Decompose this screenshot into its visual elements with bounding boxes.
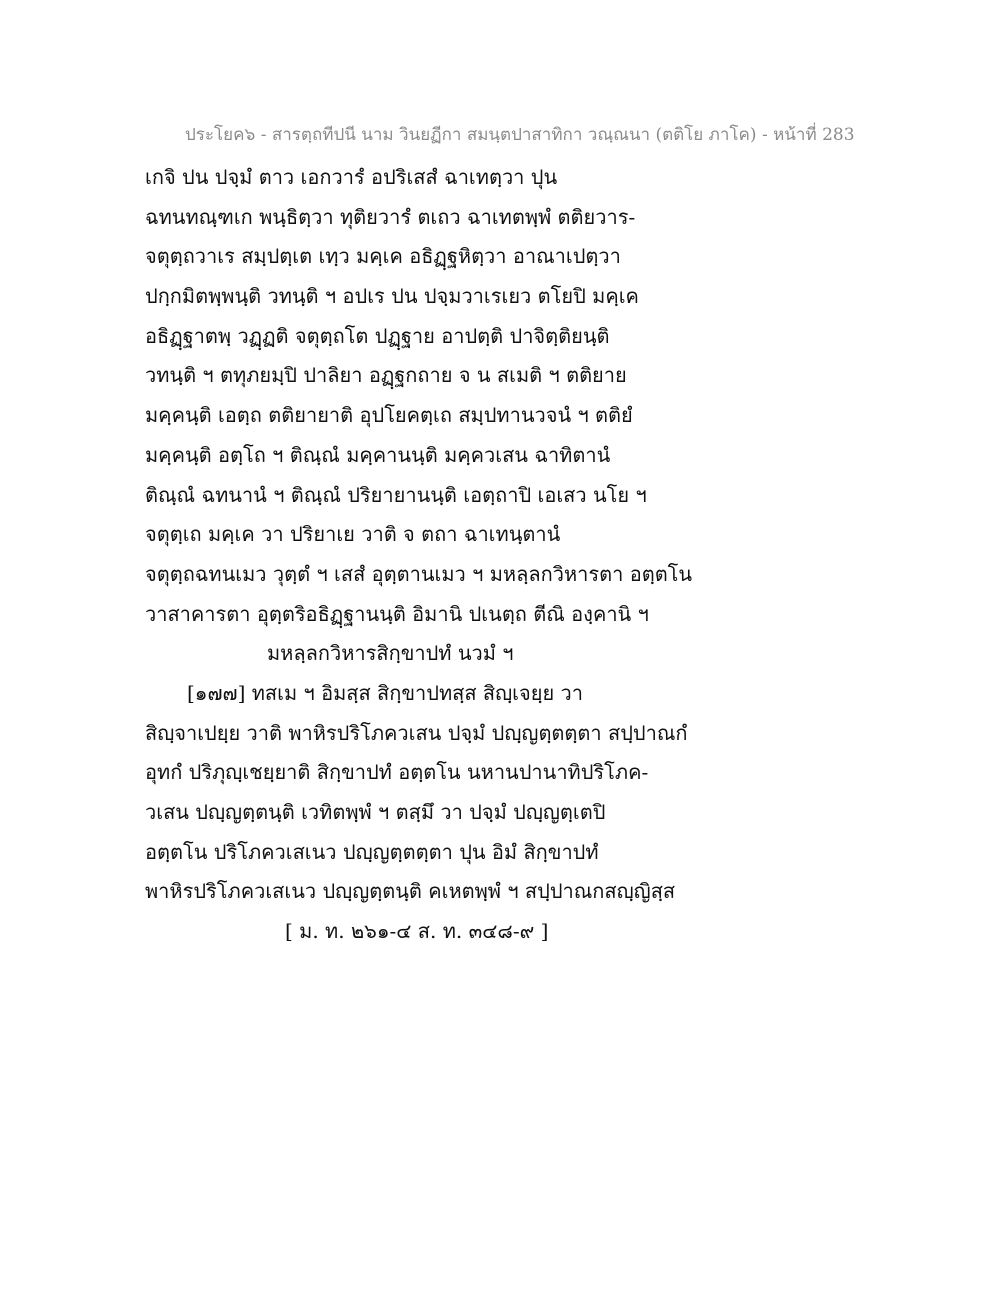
- paragraph-start-line: [๑๗๗] ทสเม ฯ อิมสฺส สิกฺขาปทสฺส สิญฺเจยฺย วา: [187, 680, 583, 705]
- text-line: ฉทนทณฺฑเก พนฺธิตฺวา ทุติยวารํ ตเถว ฉาเทตพฺพํ ตติยวาร-: [145, 204, 636, 229]
- text-line: มคฺคนฺติ เอตฺถ ตติยายาติ อุปโยคตฺเถ สมฺปทานวจนํ ฯ ตติยํ: [145, 403, 633, 428]
- body-text: [145, 158, 865, 952]
- text-line: ปกฺกมิตพฺพนฺติ วทนฺติ ฯ อปเร ปน ปจฺมวาเรเยว ตโยปิ มคฺเค: [145, 284, 639, 309]
- text-line: วทนฺติ ฯ ตทุภยมฺปิ ปาลิยา อฏฺฐกถาย จ น สเมติ ฯ ตติยาย: [145, 363, 627, 388]
- text-line: มคฺคนฺติ อตฺโถ ฯ ติณฺณํ มคฺคานนฺติ มคฺควเสน ฉาทิตานํ: [145, 442, 611, 467]
- text-line: สิญฺจาเปยฺย วาติ พาหิรปริโภควเสน ปจฺมํ ปญฺญตฺตตฺตา สปฺปาณกํ: [145, 720, 688, 745]
- text-line: อุทกํ ปริภุญฺเชยฺยาติ สิกฺขาปทํ อตฺตโน นหานปานาทิปริโภค-: [145, 760, 649, 785]
- running-header: ประโยค๖ - สารตฺถทีปนี นาม วินยฏีกา สมนฺตปาสาทิกา วณฺณนา (ตติโย ภาโค) - หน้าที่ 283: [185, 125, 855, 145]
- text-line: อตฺตโน ปริโภควเสเนว ปญฺญตฺตตฺตา ปุน อิมํ สิกฺขาปทํ: [145, 839, 599, 864]
- text-line: จตุตฺเถ มคฺเค วา ปริยาเย วาติ จ ตถา ฉาเทนฺตานํ: [145, 522, 561, 547]
- text-line: วาสาคารตา อุตฺตริอธิฏฺฐานนฺติ อิมานิ ปเนตฺถ ตีณิ องฺคานิ ฯ: [145, 601, 649, 626]
- text-line: พาหิรปริโภควเสเนว ปญฺญตฺตนฺติ คเหตพฺพํ ฯ สปฺปาณกสญฺญิสฺส: [145, 879, 676, 904]
- text-line: จตุตฺถวาเร สมฺปตฺเต เทฺว มคฺเค อธิฏฺฐหิตฺวา อาณาเปตฺวา: [145, 244, 621, 269]
- text-line: ติณฺณํ ฉทนานํ ฯ ติณฺณํ ปริยายานนฺติ เอตฺถาปิ เอเสว นโย ฯ: [145, 482, 647, 507]
- text-line: เกจิ ปน ปจฺมํ ตาว เอกวารํ อปริเสสํ ฉาเทตฺวา ปุน: [145, 165, 558, 189]
- text-line: จตุตฺถฉทนเมว วุตฺตํ ฯ เสสํ อุตฺตานเมว ฯ มหลฺลกวิหารตา อตฺตโน: [145, 561, 693, 586]
- text-line: อธิฏฺฐาตพฺ วฏฺฏติ จตุตฺถโต ปฏฺฐาย อาปตฺติ ปาจิตฺติยนฺติ: [145, 323, 610, 348]
- section-end-title: มหลฺลกวิหารสิกฺขาปทํ นวมํ ฯ: [267, 641, 514, 666]
- reference-note: [ ม. ท. ๒๖๑-๔ ส. ท. ๓๔๘-๙ ]: [285, 919, 549, 944]
- text-line: วเสน ปญฺญตฺตนฺติ เวทิตพฺพํ ฯ ตสฺมึ วา ปจฺมํ ปญฺญตฺเตปิ: [145, 800, 606, 824]
